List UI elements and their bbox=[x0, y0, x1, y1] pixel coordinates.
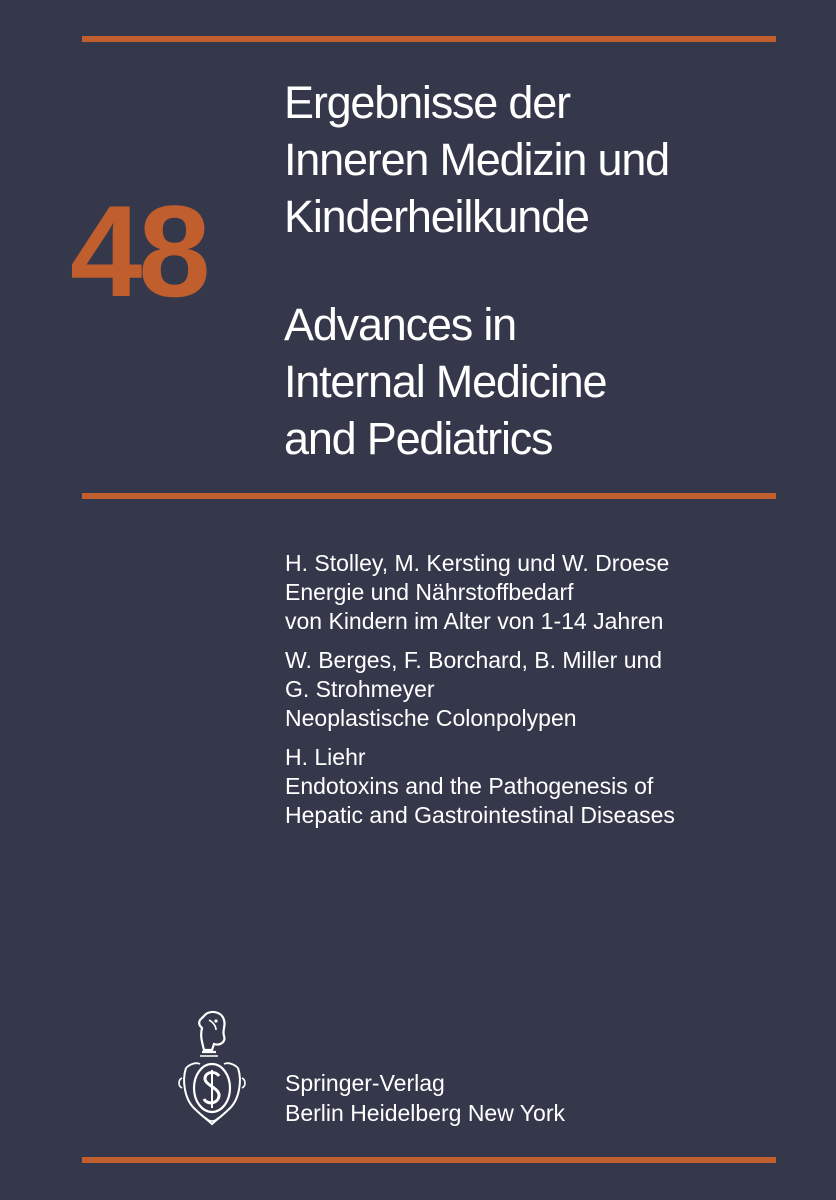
publisher-block bbox=[176, 1008, 776, 1128]
entry-authors: W. Berges, F. Borchard, B. Miller und bbox=[285, 647, 663, 673]
entry-authors: H. Stolley, M. Kersting und W. Droese bbox=[285, 550, 670, 576]
contents-entry bbox=[285, 646, 805, 733]
german-title-line: Ergebnisse der bbox=[284, 77, 570, 128]
publisher-name: Springer-Verlag bbox=[285, 1070, 445, 1096]
entry-authors: G. Strohmeyer bbox=[285, 676, 435, 702]
english-title-line: and Pediatrics bbox=[284, 413, 553, 464]
english-title-line: Internal Medicine bbox=[284, 356, 607, 407]
entry-title-line: Hepatic and Gastrointestinal Diseases bbox=[285, 802, 675, 828]
publisher-cities: Berlin Heidelberg New York bbox=[285, 1100, 565, 1126]
contents-entry bbox=[285, 549, 805, 636]
entry-title-line: Neoplastische Colonpolypen bbox=[285, 705, 577, 731]
german-title bbox=[284, 74, 814, 245]
volume-number: 48 bbox=[70, 178, 207, 324]
bottom-rule bbox=[82, 1157, 776, 1163]
german-title-line: Inneren Medizin und bbox=[284, 134, 669, 185]
english-title bbox=[284, 296, 814, 467]
german-title-line: Kinderheilkunde bbox=[284, 191, 589, 242]
english-title-line: Advances in bbox=[284, 299, 516, 350]
entry-authors: H. Liehr bbox=[285, 744, 366, 770]
entry-title-line: Energie und Nährstoffbedarf bbox=[285, 579, 574, 605]
contents-list bbox=[285, 549, 805, 840]
middle-rule bbox=[82, 493, 776, 499]
contents-entry bbox=[285, 743, 805, 830]
springer-horse-chess-knight-icon bbox=[176, 1008, 248, 1128]
entry-title-line: Endotoxins and the Pathogenesis of bbox=[285, 773, 654, 799]
entry-title-line: von Kindern im Alter von 1-14 Jahren bbox=[285, 608, 664, 634]
publisher-text bbox=[285, 1068, 565, 1128]
top-rule bbox=[82, 36, 776, 42]
